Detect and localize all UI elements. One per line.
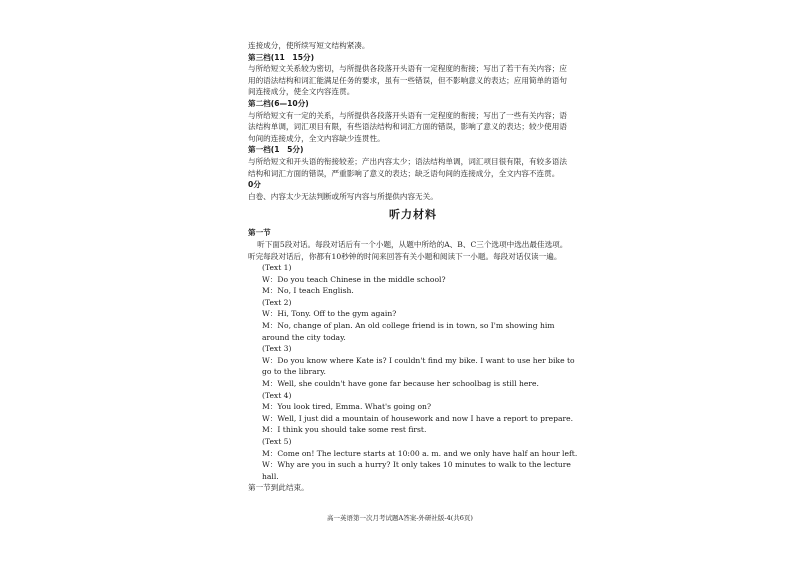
tier1-title: 第一档(1 5分) [248,145,304,155]
page-footer: 高一英语第一次月考试题A答案-外研社版-4(共6页) [327,514,473,522]
zero-title: 0分 [248,180,261,190]
section1-heading: 第一节 [248,228,271,238]
text-label: (Text 5) [262,437,292,446]
dialogue-line: M：No, change of plan. An old college friend is in town, so I'm showing him around the city today. [262,321,555,342]
rubric-line: 与所给短文关系较为密切，与所提供各段落开头语有一定程度的衔接；写出了若干有关内容；应 [248,64,567,74]
tier3-title: 第三档(11 15分) [248,52,315,62]
dialogue-line: M：I think you should take some rest first. [262,425,427,435]
rubric-line: 法结构单调，词汇项目有限，有些语法结构和词汇方面的错误，影响了意义的表达；较少使用语 [248,122,567,132]
text-label: (Text 2) [262,297,292,307]
section-end: 第一节到此结束。 [248,483,309,493]
instruction-line: 听完每段对话后，你都有10秒钟的时间来回答有关小题和阅读下一小题。每段对话仅读一遍。 [248,251,562,261]
dialogue-line: M：No, I teach English. [262,286,354,296]
page-content [248,40,578,494]
tier2-title: 第二档(6—10分) [248,98,309,108]
text-label: (Text 4) [262,390,292,400]
rubric-line: 间连接成分，使全文内容连贯。 [248,87,355,97]
rubric-line: 与所给短文和开头语的衔接较差；产出内容太少；语法结构单调，词汇项目很有限，有较多语法 [248,156,567,166]
dialogue-line: W：Well, I just did a mountain of housework and now I have a report to prepare. [262,413,574,423]
dialogue-line: M：Well, she couldn't have gone far because her schoolbag is still here. [262,379,539,389]
text-label: (Text 3) [262,344,292,354]
dialogue-line: M：Come on! The lecture starts at 10:00 a. m. and we only have half an hour left. [262,448,578,458]
rubric-line: 句间的连接成分，全文内容缺少连贯性。 [248,133,385,143]
instruction-line: 听下面5段对话。每段对话后有一个小题，从题中所给的A、B、C三个选项中选出最佳选项。 [257,239,568,249]
text-label: (Text 1) [262,263,292,273]
rubric-line: 用的语法结构和词汇能满足任务的要求，虽有一些错误，但不影响意义的表达；应用简单的语句 [248,75,567,85]
rubric-line: 与所给短文有一定的关系，与所提供各段落开头语有一定程度的衔接；写出了一些有关内容；语 [248,110,567,120]
rubric-line: 连接成分，使所续写短文结构紧凑。 [248,41,370,50]
dialogue-line: W：Do you know where Kate is? I couldn't find my bike. I want to use her bike to go to the library. [262,355,575,377]
rubric-line: 结构和词汇方面的错误，严重影响了意义的表达；缺乏语句间的连接成分，全文内容不连贯。 [248,168,560,178]
listening-title: 听力材料 [389,208,437,222]
dialogue-line: W：Hi, Tony. Off to the gym again? [262,309,397,319]
rubric-line: 白卷、内容太少无法判断或所写内容与所提供内容无关。 [248,191,438,201]
dialogue-line: M：You look tired, Emma. What's going on? [262,402,432,412]
dialogue-line: W：Do you teach Chinese in the middle school? [262,274,446,284]
dialogue-line: W：Why are you in such a hurry? It only takes 10 minutes to walk to the lecture hall. [262,460,571,481]
